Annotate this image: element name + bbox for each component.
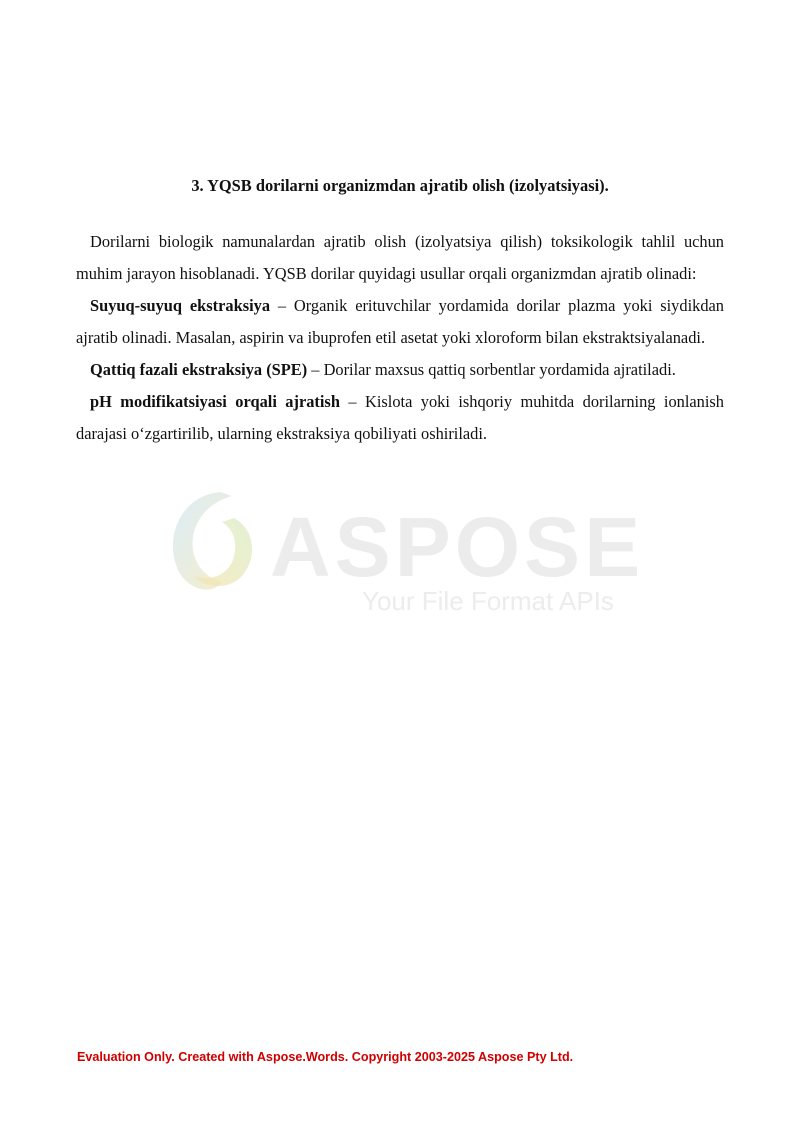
- document-body: [76, 170, 724, 450]
- method-description: – Organik erituvchilar yordamida dorilar plazma yoki siydikdan ajratib olinadi. Masalan, aspirin va ibuprofen etil asetat yoki xloroform bilan ekstraktsiyalanadi.: [76, 296, 724, 347]
- intro-paragraph: Dorilarni biologik namunalardan ajratib olish (izolyatsiya qilish) toksikologik tahlil uchun muhim jarayon hisoblanadi. YQSB dorilar quyidagi usullar orqali organizmdan ajratib olinadi:: [76, 232, 724, 283]
- method-term: Suyuq-suyuq ekstraksiya: [90, 296, 271, 315]
- method-paragraph-liquid-extraction: [76, 290, 724, 354]
- method-paragraph-ph: [76, 386, 724, 450]
- method-description: – Dorilar maxsus qattiq sorbentlar yordamida ajratiladi.: [307, 360, 676, 379]
- evaluation-footer: Evaluation Only. Created with Aspose.Words. Copyright 2003-2025 Aspose Pty Ltd.: [77, 1050, 574, 1064]
- aspose-logo-icon: [160, 478, 660, 623]
- method-term: Qattiq fazali ekstraksiya (SPE): [90, 360, 308, 379]
- aspose-watermark: [160, 478, 660, 623]
- section-heading: 3. YQSB dorilarni organizmdan ajratib olish (izolyatsiyasi).: [191, 176, 609, 195]
- watermark-brand: ASPOSE: [270, 500, 645, 594]
- method-term: pH modifikatsiyasi orqali ajratish: [90, 392, 340, 411]
- method-paragraph-spe: [76, 354, 724, 386]
- method-description: – Kislota yoki ishqoriy muhitda dorilarning ionlanish darajasi o‘zgartirilib, ularning ekstraksiya qobiliyati oshiriladi.: [76, 392, 724, 443]
- watermark-tagline: Your File Format APIs: [362, 586, 614, 616]
